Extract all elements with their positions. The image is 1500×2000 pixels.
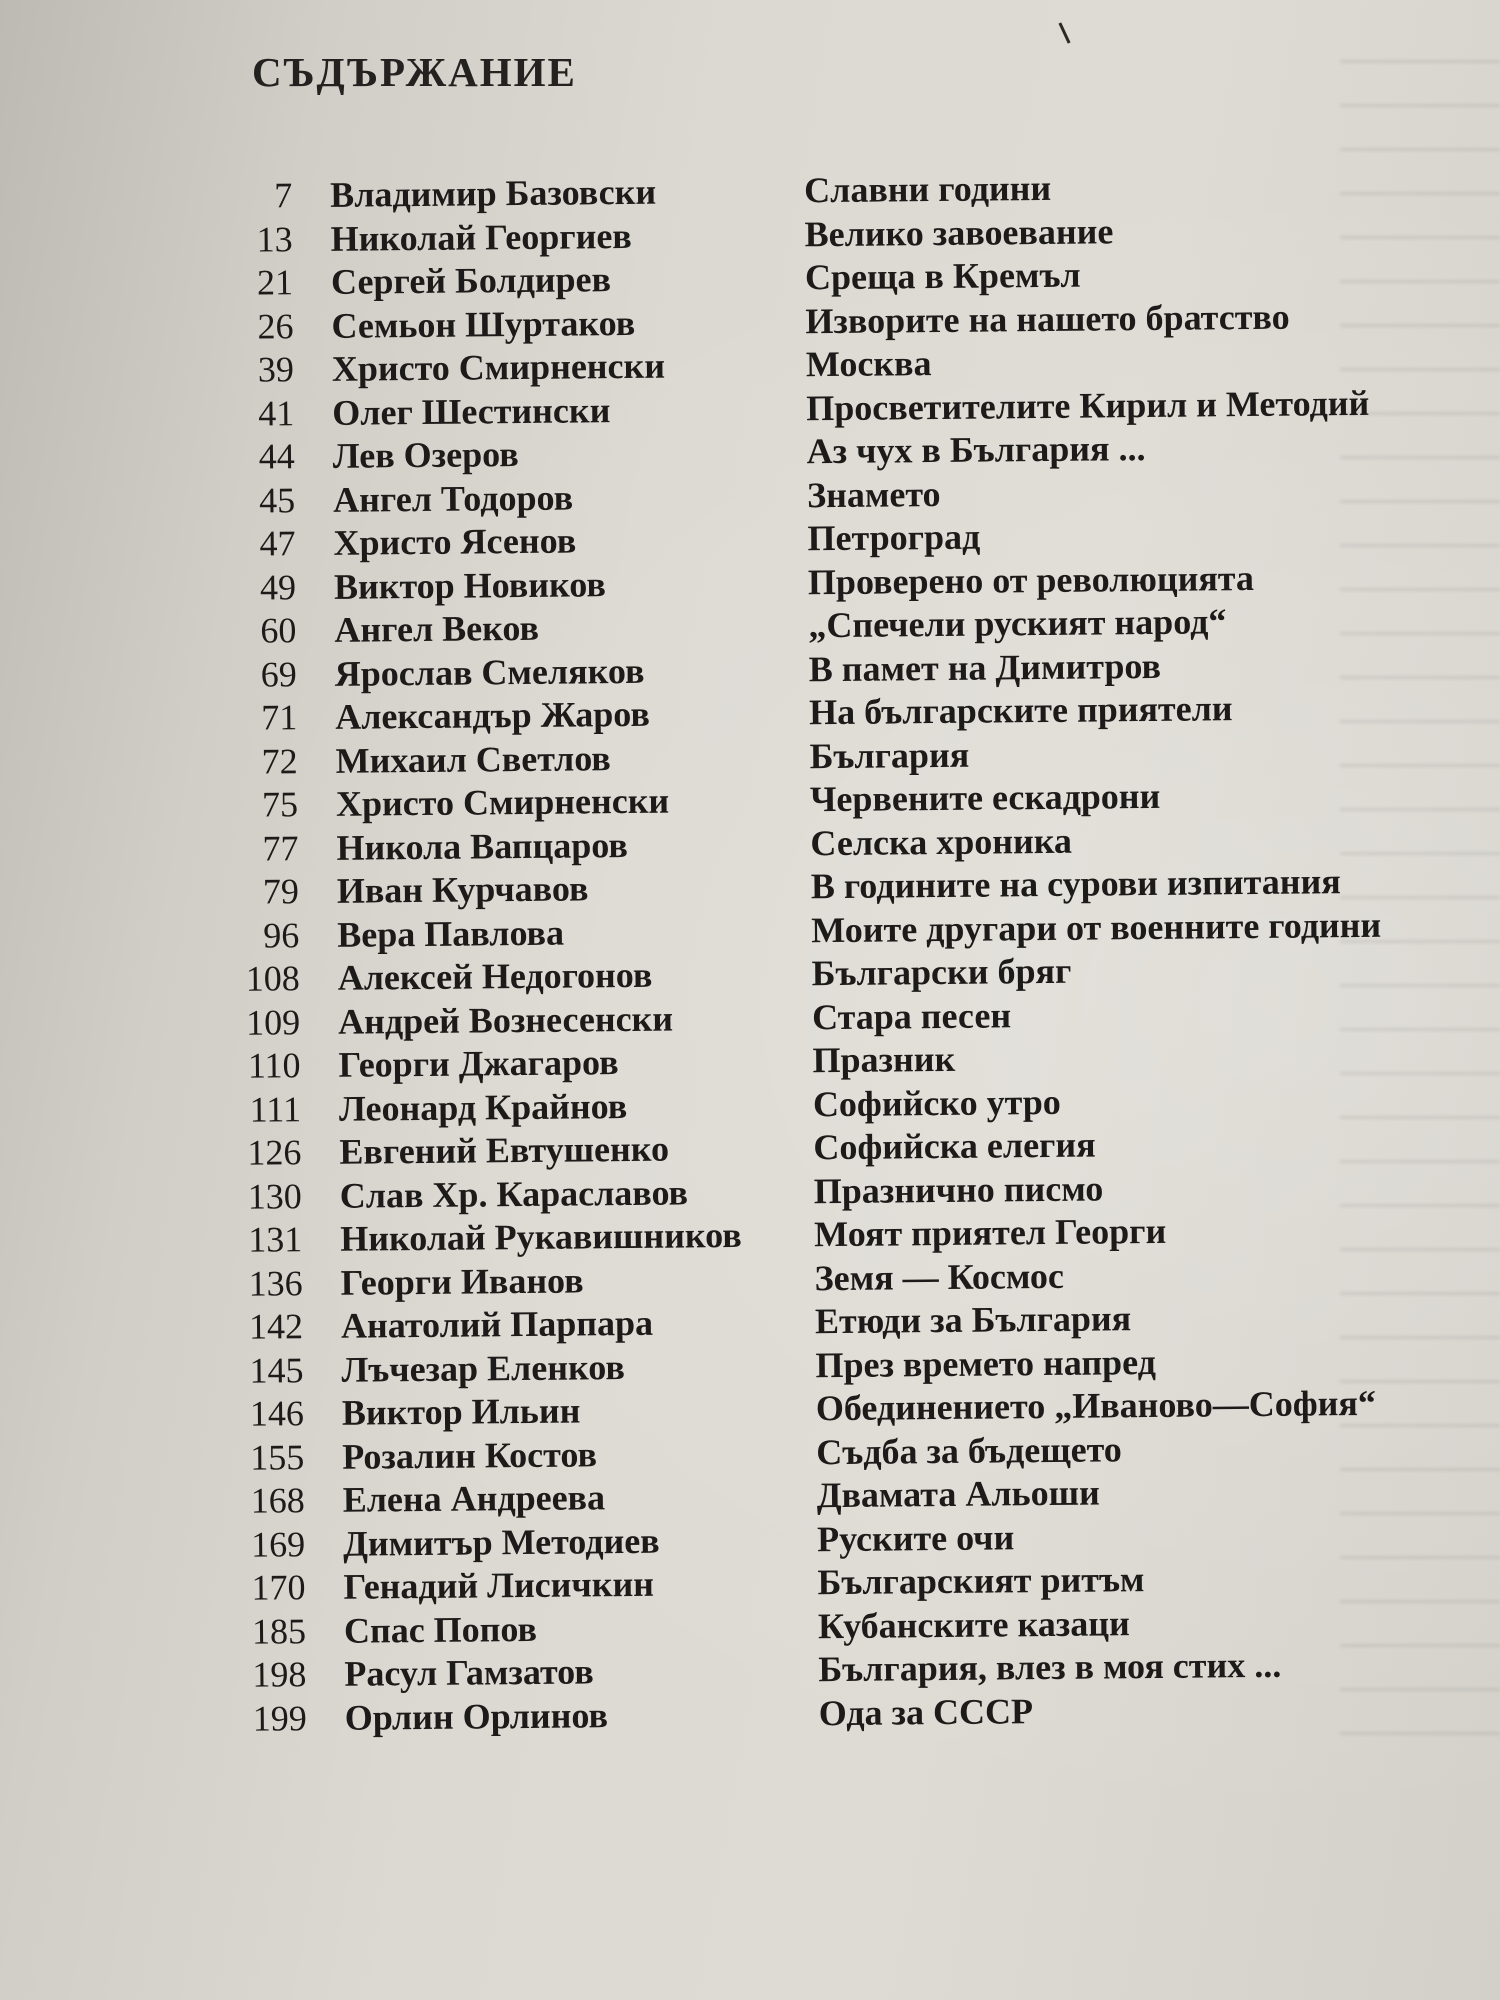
- toc-page-number: 199: [252, 1697, 308, 1739]
- toc-work-title: Моят приятел Георги: [814, 1210, 1167, 1255]
- toc-page-number: 145: [249, 1349, 304, 1391]
- toc-author: Олег Шестински: [332, 389, 611, 433]
- toc-work-title: Кубанските казаци: [817, 1602, 1130, 1646]
- toc-page-number: 131: [248, 1219, 303, 1260]
- toc-page-number: 44: [258, 436, 295, 477]
- toc-author: Иван Курчавов: [336, 868, 589, 911]
- toc-author: Семьон Шуртаков: [331, 302, 636, 346]
- toc-author: Христо Ясенов: [333, 520, 577, 563]
- toc-author: Георги Джагаров: [338, 1042, 619, 1085]
- toc-page-number: 7: [274, 175, 293, 216]
- toc-page-number: 169: [250, 1523, 306, 1565]
- toc-work-title: Проверено от революцията: [807, 557, 1255, 602]
- toc-author: Виктор Ильин: [341, 1390, 581, 1433]
- toc-work-title: Празнично писмо: [813, 1167, 1104, 1211]
- toc-page-number: 111: [249, 1088, 302, 1130]
- toc-page-number: 155: [250, 1436, 305, 1478]
- toc-page-number: 47: [259, 523, 296, 564]
- toc-page-number: 72: [261, 740, 298, 782]
- toc-page-number: 71: [261, 697, 298, 738]
- toc-page-number: 146: [249, 1393, 305, 1434]
- toc-work-title: Двамата Альоши: [816, 1472, 1100, 1516]
- toc-author: Генадий Лисичкин: [343, 1563, 655, 1607]
- toc-work-title: През времето напред: [815, 1341, 1156, 1385]
- ink-mark: [1058, 22, 1070, 43]
- toc-author: Елена Андреева: [342, 1477, 606, 1520]
- toc-work-title: Червените ескадрони: [809, 775, 1161, 820]
- toc-page-number: 109: [245, 1001, 301, 1043]
- toc-page-number: 108: [245, 958, 300, 999]
- toc-author: Спас Попов: [343, 1608, 538, 1651]
- toc-work-title: Обединението „Иваново—София“: [815, 1382, 1377, 1429]
- toc-work-title: „Спечели руският народ“: [808, 601, 1227, 646]
- toc-page-number: 130: [247, 1175, 302, 1217]
- toc-page-number: 77: [262, 827, 299, 869]
- toc-author: Владимир Базовски: [330, 171, 657, 215]
- toc-work-title: България, влез в моя стих ...: [818, 1644, 1282, 1690]
- toc-author: Алексей Недогонов: [337, 954, 653, 998]
- toc-work-title: Софийско утро: [812, 1081, 1061, 1124]
- toc-author: Орлин Орлинов: [344, 1694, 609, 1738]
- toc-author: Ярослав Смеляков: [334, 650, 645, 694]
- toc-page-number: 79: [262, 871, 300, 912]
- toc-page-number: 168: [250, 1480, 305, 1521]
- toc-work-title: Славни години: [803, 167, 1052, 211]
- toc-author: Леонард Крайнов: [338, 1085, 628, 1129]
- toc-work-title: Петроград: [807, 516, 981, 559]
- toc-work-title: Софийска елегия: [813, 1124, 1096, 1168]
- toc-page-number: 75: [261, 784, 299, 825]
- toc-page-number: 110: [247, 1045, 301, 1086]
- toc-author: Ангел Веков: [334, 607, 540, 650]
- toc-work-title: Стара песен: [811, 994, 1012, 1037]
- toc-author: Вера Павлова: [337, 912, 565, 955]
- toc-author: Димитър Методиев: [342, 1520, 660, 1564]
- toc-work-title: Съдба за бъдещето: [816, 1428, 1122, 1472]
- toc-page-number: 21: [256, 262, 294, 303]
- toc-author: Ангел Тодоров: [332, 477, 574, 520]
- toc-author: Лев Озеров: [332, 434, 519, 476]
- toc-page-number: 60: [260, 610, 297, 651]
- toc-author: Николай Рукавишников: [340, 1214, 742, 1259]
- toc-work-title: Изворите на нашето братство: [805, 296, 1290, 341]
- toc-work-title: Знамето: [806, 473, 941, 515]
- toc-work-title: Моите другари от военните години: [811, 904, 1382, 950]
- toc-work-title: Селска хроника: [810, 820, 1073, 863]
- toc-work-title: Български бряг: [811, 950, 1072, 994]
- toc-work-title: В годините на сурови изпитания: [810, 861, 1341, 907]
- toc-work-title: България: [809, 734, 970, 776]
- table-of-contents: [210, 163, 1495, 1741]
- toc-author: Анатолий Парпара: [340, 1302, 654, 1346]
- toc-work-title: Етюди за България: [814, 1298, 1132, 1342]
- toc-page-number: 142: [248, 1306, 304, 1347]
- toc-page-number: 26: [257, 305, 294, 347]
- toc-page-number: 69: [260, 653, 297, 695]
- toc-author: Михаил Светлов: [335, 737, 611, 781]
- page-title: СЪДЪРЖАНИЕ: [252, 49, 577, 95]
- toc-work-title: Велико завоевание: [804, 210, 1114, 254]
- toc-author: Слав Хр. Караславов: [339, 1171, 689, 1216]
- toc-work-title: Просветителите Кирил и Методий: [806, 382, 1370, 428]
- toc-author: Сергей Болдирев: [330, 259, 612, 302]
- toc-author: Христо Смирненски: [331, 345, 666, 389]
- toc-work-title: Българският ритъм: [817, 1559, 1145, 1603]
- toc-work-title: Москва: [805, 343, 932, 385]
- toc-work-title: На българските приятели: [808, 688, 1233, 733]
- toc-author: Николай Георгиев: [330, 215, 632, 259]
- toc-work-title: Празник: [812, 1038, 956, 1081]
- toc-work-title: Среща в Кремъл: [804, 254, 1081, 298]
- toc-author: Расул Гамзатов: [344, 1651, 594, 1694]
- toc-page-number: 198: [252, 1654, 307, 1695]
- toc-page-number: 96: [263, 914, 300, 956]
- toc-page-number: 39: [257, 349, 295, 390]
- toc-author: Никола Вапцаров: [336, 824, 628, 868]
- toc-page-number: 126: [247, 1132, 302, 1173]
- toc-work-title: Ода за СССР: [818, 1690, 1034, 1733]
- toc-author: Розалин Костов: [342, 1433, 598, 1477]
- toc-author: Виктор Новиков: [333, 563, 606, 607]
- toc-page-number: 185: [251, 1610, 307, 1652]
- toc-author: Андрей Вознесенски: [337, 998, 674, 1042]
- toc-work-title: Руските очи: [816, 1516, 1015, 1559]
- toc-author: Александър Жаров: [335, 693, 651, 737]
- toc-author: Евгений Евтушенко: [339, 1128, 670, 1172]
- toc-page-number: 41: [258, 392, 295, 434]
- toc-page-number: 170: [251, 1567, 306, 1608]
- toc-author: Георги Иванов: [340, 1259, 584, 1303]
- toc-author: Лъчезар Еленков: [341, 1346, 625, 1390]
- toc-author: Христо Смирненски: [335, 780, 670, 824]
- toc-page-number: 13: [256, 218, 293, 260]
- toc-work-title: Аз чух в България ...: [806, 428, 1146, 472]
- toc-page-number: 136: [248, 1262, 303, 1304]
- toc-page-number: 45: [258, 479, 296, 521]
- toc-page-number: 49: [259, 566, 297, 608]
- toc-work-title: В памет на Димитров: [808, 645, 1162, 689]
- toc-work-title: Земя — Космос: [814, 1255, 1065, 1298]
